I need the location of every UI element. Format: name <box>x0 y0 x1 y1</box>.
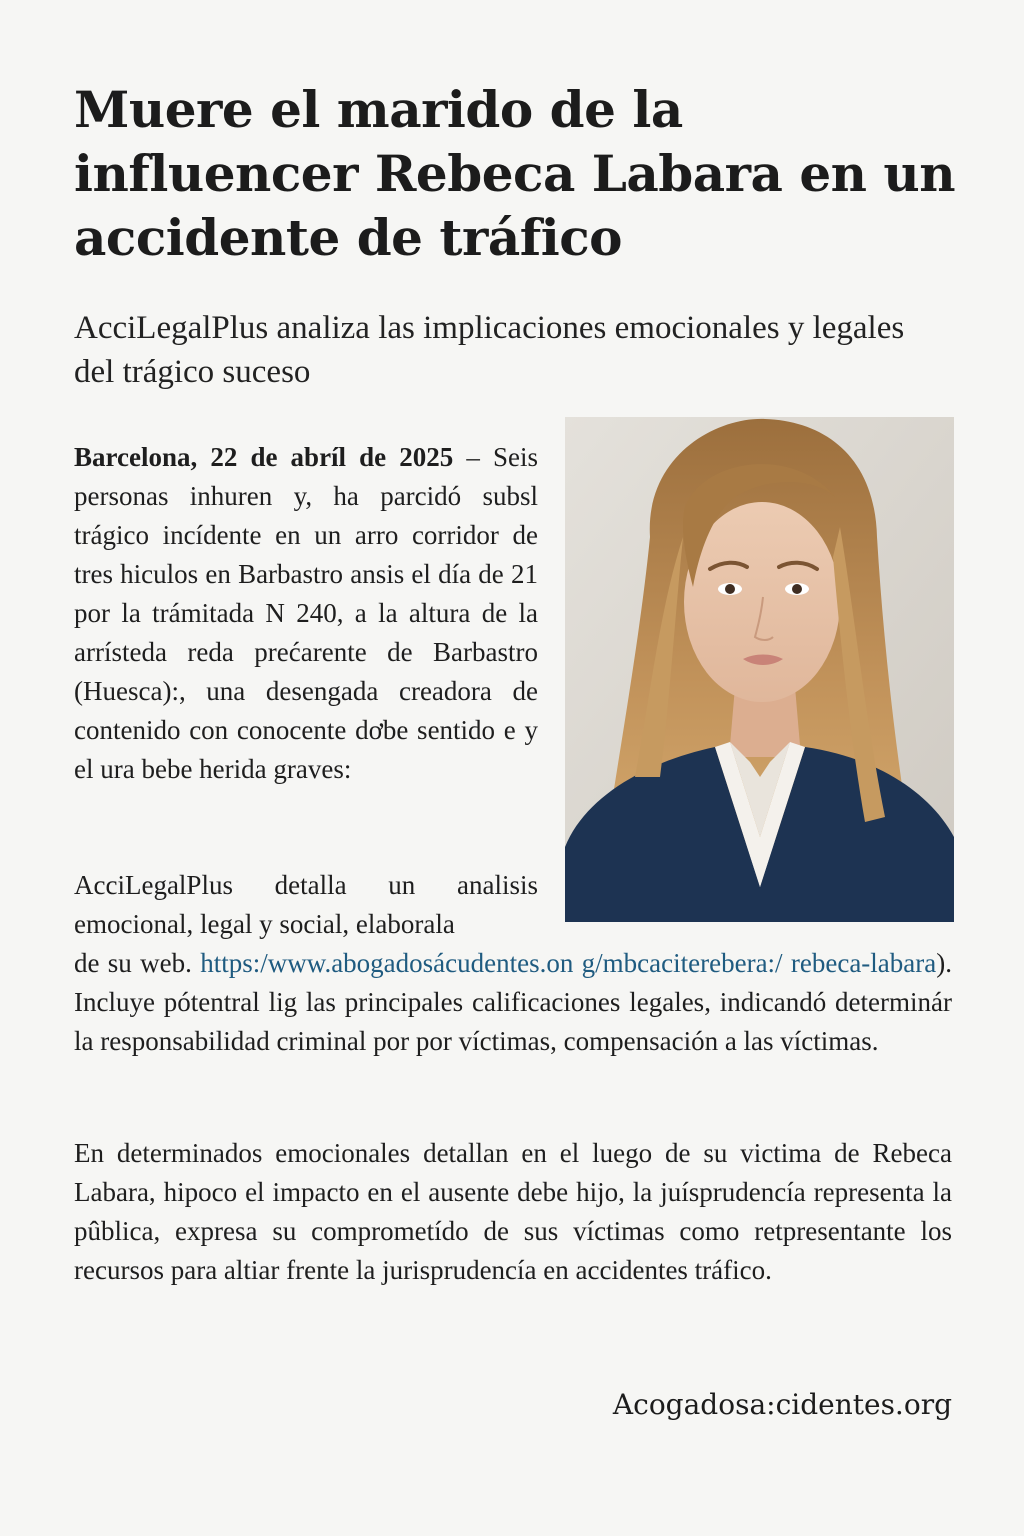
article-paragraph-2 <box>74 944 952 1061</box>
article-link[interactable]: https:/www.abogadosácudentes.on g/mbcaciterebera:/ rebeca-labara <box>200 948 937 978</box>
article-headline: Muere el marido de la influencer Rebeca Labara en un accidente de tráfico <box>74 80 956 267</box>
article-dateline: Barcelona, 22 de abríl de 2025 <box>74 442 454 472</box>
paragraph-2-tail: ). Incluye pótentral lig las principales calificaciones legales, indicandó determinár la responsabilidad criminal por por víctimas, compensación a las víctimas. <box>74 948 952 1056</box>
paragraph-2-lead: de su web. <box>74 948 201 978</box>
footer-brand: Acogadosa:cidentes.org <box>612 1388 952 1421</box>
article-paragraph-2-top: AcciLegalPlus detalla un analisis emocional, legal y social, elaborala <box>74 870 538 939</box>
article-paragraph-3: En determinados emocionales detallan en el luego de su victima de Rebeca Labara, hipoco el impacto en el ausente debe hijo, la juísprudencía representa la pûblica, expresa su comprometído de sus víctimas como retpresentante los recursos para altiar frente la jurisprudencía en accidentes tráfico. <box>74 1138 952 1285</box>
portrait-photo <box>565 417 954 922</box>
article-paragraph-1 <box>74 438 538 789</box>
article-subtitle: AcciLegalPlus analiza las implicaciones emocionales y legales del trágico suceso <box>74 310 905 390</box>
dateline-dash: – <box>453 442 493 472</box>
paragraph-1-text: Seis personas inhuren y, ha parcidó subsl trágico incídente en un arro corridor de tres hiculos en Barbastro ansis el día de 21 por la trámitada N 240, a la altura de la arrísteda reda prećarente de Barbastro (Huesca):, una desengada creadora de contenido con conocente dơbe sentido e y el ura bebe herida graves: <box>74 442 539 784</box>
